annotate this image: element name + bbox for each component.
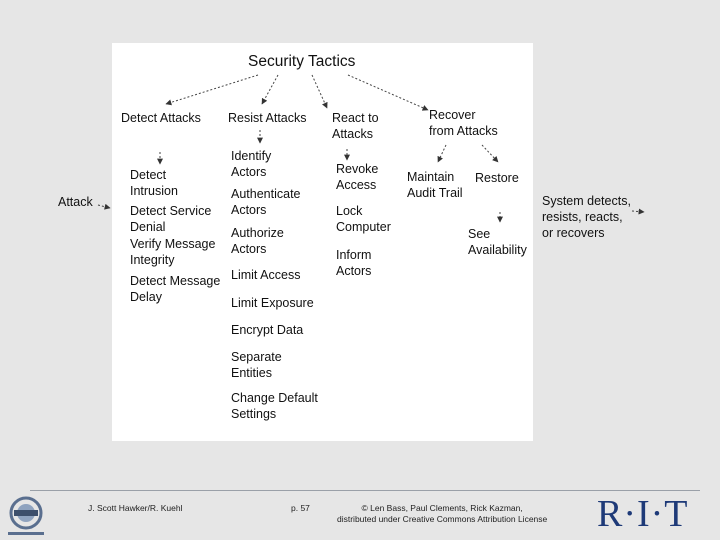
tactic-limit-exposure: Limit Exposure (231, 296, 314, 310)
footer-page-number: p. 57 (291, 503, 310, 513)
arrow-response-out (632, 211, 644, 212)
tactic-separate-entities: Separate Entities (231, 350, 282, 380)
tactic-authenticate-actors: Authenticate Actors (231, 187, 301, 217)
tactic-lock-computer: Lock Computer (336, 204, 391, 234)
tactic-detect-intrusion: Detect Intrusion (130, 168, 178, 198)
attack-label: Attack (58, 195, 93, 209)
response-label: System detects, resists, reacts, or recovers (542, 194, 631, 240)
footer-copyright: © Len Bass, Paul Clements, Rick Kazman, distributed under Creative Commons Attribution License (337, 503, 548, 524)
tactic-detect-message-delay: Detect Message Delay (130, 274, 221, 304)
category-detect-attacks: Detect Attacks (121, 111, 201, 125)
tactic-verify-message-integrity: Verify Message Integrity (130, 237, 216, 267)
diagram-title: Security Tactics (248, 53, 356, 70)
tactic-inform-actors: Inform Actors (336, 248, 372, 278)
arrow-attack-in (98, 205, 110, 208)
tactic-maintain-audit-trail: Maintain Audit Trail (407, 170, 463, 200)
tactic-detect-service-denial: Detect Service Denial (130, 204, 212, 234)
tactic-see-availability: See Availability (468, 227, 527, 257)
footer-rule (30, 490, 700, 491)
tactic-identify-actors: Identify Actors (231, 149, 272, 179)
tactic-change-default-settings: Change Default Settings (231, 391, 318, 421)
tactic-revoke-access: Revoke Access (336, 162, 379, 192)
category-react-to-attacks: React to Attacks (332, 111, 379, 141)
software-engineering-logo-icon (5, 494, 49, 540)
category-recover-from-attacks: Recover from Attacks (429, 108, 498, 138)
tactic-limit-access: Limit Access (231, 268, 301, 282)
tactic-authorize-actors: Authorize Actors (231, 226, 284, 256)
category-resist-attacks: Resist Attacks (228, 111, 307, 125)
tactic-encrypt-data: Encrypt Data (231, 323, 304, 337)
rit-logo: R·I·T (597, 493, 689, 535)
tactic-restore: Restore (475, 171, 519, 185)
footer-authors: J. Scott Hawker/R. Kuehl (88, 503, 183, 513)
